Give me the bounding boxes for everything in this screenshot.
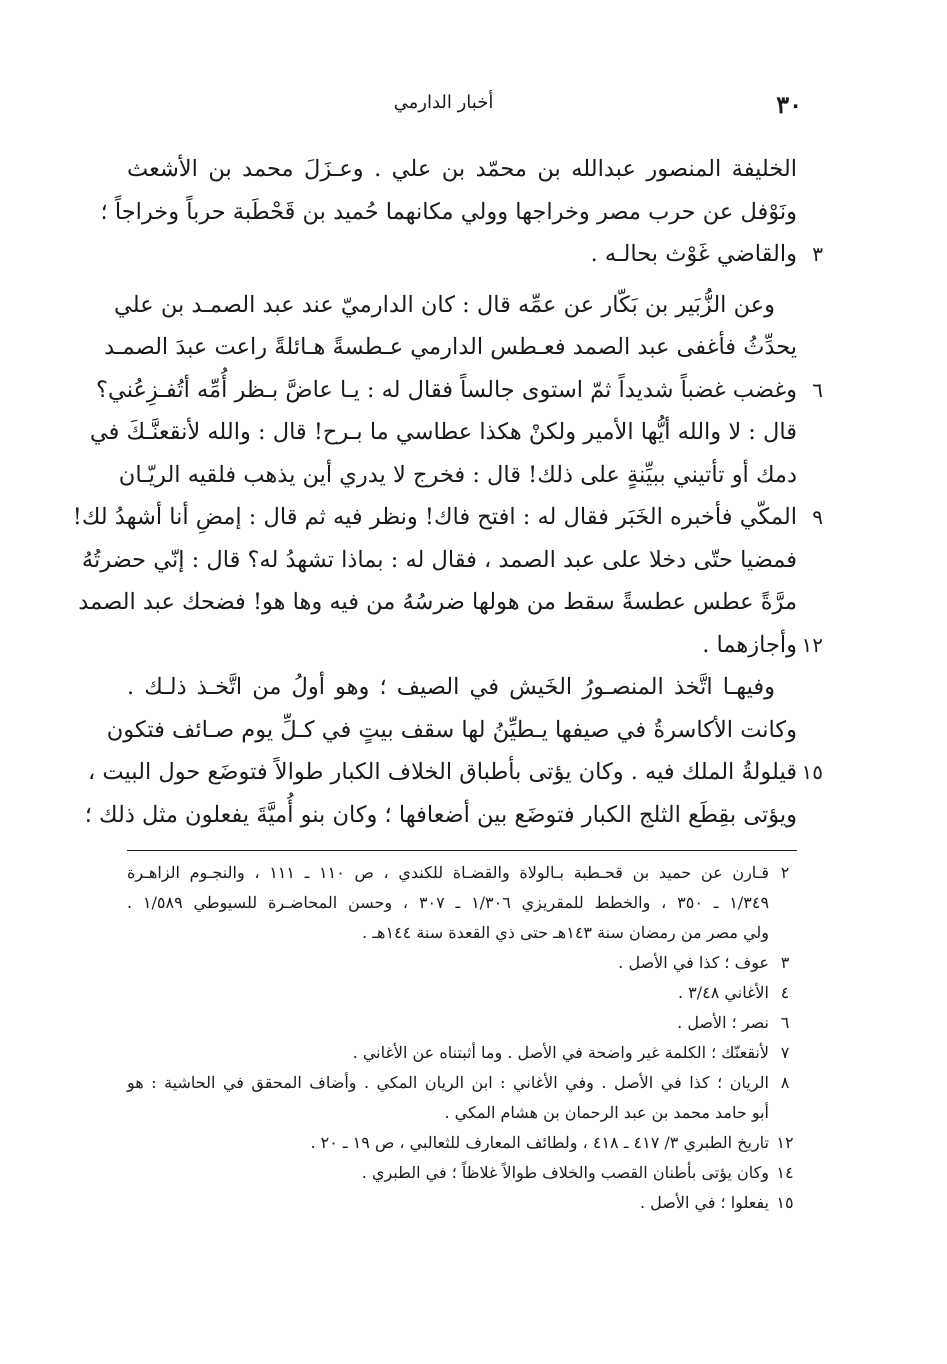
footnote-number: ٣ (780, 953, 790, 972)
line-number: ١٥ (801, 760, 823, 784)
line-text: مرَّةً عطس عطسةً سقط من هولها ضرسُهُ من فيه وها هو! فضحك عبد الصمد (78, 589, 797, 615)
footnote-text: قـارن عن حميد بن قحـطبة بـالولاة والقضـاة للكندي ، ص ١١٠ ـ ١١١ ، والنجـوم الزاهـرة (127, 863, 770, 882)
page-number: ٣٠ (776, 90, 802, 119)
footnote (127, 1128, 797, 1158)
line-text: قال : لا والله أيُّها الأمير ولكنْ هكذا عطاسي ما بـرح! قال : والله لأنقعنَّـكَ في (89, 419, 797, 445)
text-line (106, 709, 797, 752)
footnote (127, 948, 797, 978)
line-text: فمضيا حتّى دخلا على عبد الصمد ، فقال له : بماذا تشهدُ له؟ قال : إنّي حضرتُهُ (81, 546, 797, 573)
text-line (96, 369, 823, 412)
footnote-text: نصر ؛ الأصل . (677, 1013, 769, 1032)
line-number: ٣ (812, 242, 823, 266)
line-text: المكّي فأخبره الخَبَر فقال له : افتح فاك! ونظر فيه ثم قال : إمضِ أنا أشهدُ لك! (72, 504, 797, 530)
text-line (127, 666, 797, 709)
footnote (127, 1068, 797, 1128)
text-line (118, 454, 797, 497)
footnote (127, 978, 797, 1008)
footnote-number: ١٢ (776, 1133, 794, 1152)
text-line (72, 496, 823, 539)
footnote-text: وكان يؤتى بأطنان القصب والخلاف طوالاً غلاظاً ؛ في الطبري . (361, 1163, 769, 1182)
line-number: ٦ (812, 377, 823, 402)
footnote-number: ٤ (780, 983, 790, 1002)
line-text: وكانت الأكاسرةُ في صيفها يـطيِّنُ لها سقف بيتٍ في كـلِّ يوم صـائف فتكون (106, 716, 797, 743)
footnote (127, 1158, 797, 1188)
line-text: وفيهـا اتَّخذ المنصـورُ الخَيش في الصيف ؛ وهو أولُ من اتَّخـذ ذلـك . (127, 674, 775, 700)
footnote-text-continued: ولي مصر من رمضان سنة ١٤٣هـ حتى ذي القعدة سنة ١٤٤هـ . (362, 923, 769, 942)
text-line (127, 233, 823, 276)
text-line (100, 191, 797, 234)
footnote-number: ١٥ (776, 1193, 794, 1212)
running-title: أخبار الدارمي (393, 92, 494, 113)
line-number: ١٢ (801, 632, 823, 657)
text-line (88, 751, 823, 794)
text-line (127, 624, 823, 667)
footnote-text: الأغاني ٣/٤٨ . (677, 983, 769, 1002)
footnote-text: الريان ؛ كذا في الأصل . وفي الأغاني : ابن الريان المكي . وأضاف المحقق في الحاشية : هو (127, 1073, 769, 1092)
footnote-text-continued: أبو حامد محمد بن عبد الرحمان بن هشام المكي . (444, 1103, 769, 1122)
footnote-number: ٦ (780, 1013, 790, 1032)
text-line (114, 284, 797, 327)
footnote-text: لأنقعنّك ؛ الكلمة غير واضحة في الأصل . وما أثبتناه عن الأغاني . (352, 1043, 769, 1062)
line-text: الخليفة المنصور عبدالله بن محمّد بن علي . وعـزَلَ محمد بن الأشعث (127, 156, 797, 182)
text-line (81, 539, 797, 582)
line-text: وعن الزُّبَير بن بَكّار عن عمِّه قال : كان الدارميّ عند عبد الصمـد بن علي (114, 291, 775, 318)
line-text: دمك أو تأتيني ببيِّنةٍ على ذلك! قال : فخرج لا يدري أين يذهب فلقيه الريّـان (118, 461, 797, 488)
line-text: وغضب غضباً شديداً ثمّ استوى جالساً فقال له : يـا عاضَّ بـظر أُمِّه أتُفـزِعُني؟ (96, 376, 797, 403)
line-text: ويؤتى بقِطَع الثلج الكبار فتوضَع بين أضعافها ؛ وكان بنو أُميَّةَ يفعلون مثل ذلك ؛ (84, 801, 797, 828)
footnote-number: ١٤ (776, 1163, 794, 1182)
paragraph-gap (127, 276, 797, 284)
line-text: وأجازهما . (702, 631, 797, 658)
footnote (127, 858, 797, 948)
footnote-number: ٧ (780, 1043, 790, 1062)
footnote (127, 1038, 797, 1068)
footnote-text: تاريخ الطبري ٣/ ٤١٧ ـ ٤١٨ ، ولطائف المعارف للثعالبي ، ص ١٩ ـ ٢٠ . (310, 1133, 769, 1152)
text-line (104, 326, 797, 369)
footnote-number: ٢ (780, 863, 790, 882)
line-text: والقاضي غَوْث بحالـه . (590, 241, 797, 267)
line-number: ٩ (812, 505, 823, 529)
footnote-text-continued: ١/٣٤٩ ـ ٣٥٠ ، والخطط للمقريزي ١/٣٠٦ ـ ٣٠٧ ، وحسن المحاضـرة للسيوطي ١/٥٨٩ . (127, 893, 770, 912)
line-text: قيلولةُ الملك فيه . وكان يؤتى بأطباق الخلاف الكبار طوالاً فتوضَع حول البيت ، (88, 759, 797, 785)
footnote (127, 1008, 797, 1038)
line-text: يحدِّثُ فأغفى عبد الصمد فعـطس الدارمي عـطسةً هـائلةً راعت عبدَ الصمـد (104, 334, 797, 360)
text-line (89, 411, 797, 454)
footnotes (127, 858, 797, 1218)
footnote-number: ٨ (780, 1073, 790, 1092)
line-text: ونَوْفل عن حرب مصر وخراجها وولي مكانهما حُميد بن قَحْطَبة حرباً وخراجاً ؛ (100, 198, 797, 225)
text-line (78, 581, 797, 624)
footnote-divider (127, 850, 797, 851)
main-text (72, 148, 823, 836)
footnote-text: يفعلوا ؛ في الأصل . (639, 1193, 769, 1212)
footnote-text: عوف ؛ كذا في الأصل . (618, 953, 769, 972)
text-line (84, 794, 797, 837)
page-header (150, 88, 802, 122)
text-line (127, 148, 797, 191)
footnote (127, 1188, 797, 1218)
